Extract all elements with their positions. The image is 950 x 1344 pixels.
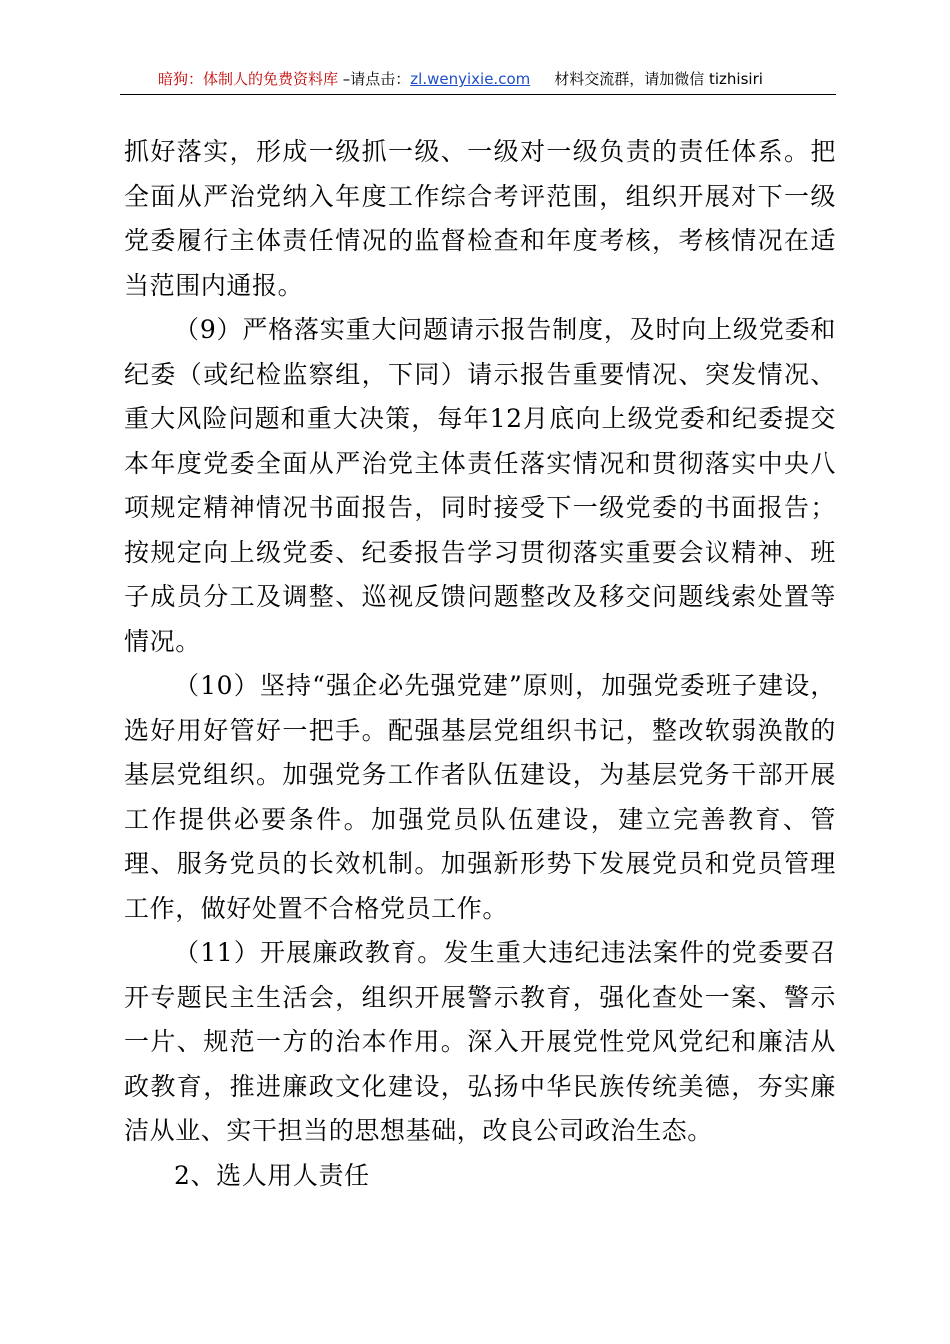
paragraph-item-10: （10）坚持“强企必先强党建”原则，加强党委班子建设，选好用好管好一把手。配强基层党组织书记，整改软弱涣散的基层党组织。加强党务工作者队伍建设，为基层党务干部开展工作提供必要条件。加强党员队伍建设，建立完善教育、管理、服务党员的长效机制。加强新形势下发展党员和党员管理工作，做好处置不合格党员工作。 (124, 671, 836, 923)
paragraph-item-9: （9）严格落实重大问题请示报告制度，及时向上级党委和纪委（或纪检监察组，下同）请示报告重要情况、突发情况、重大风险问题和重大决策，每年12月底向上级党委和纪委提交本年度党委全面从严治党主体责任落实情况和贯彻落实中央八项规定精神情况书面报告，同时接受下一级党委的书面报告；按规定向上级党委、纪委报告学习贯彻落实重要会议精神、班子成员分工及调整、巡视反馈问题整改及移交问题线索处置等情况。 (124, 315, 836, 656)
page-header (120, 66, 836, 95)
header-link[interactable]: zl.wenyixie.com (410, 70, 531, 88)
paragraph-continued: 抓好落实，形成一级抓一级、一级对一级负责的责任体系。把全面从严治党纳入年度工作综合考评范围，组织开展对下一级党委履行主体责任情况的监督检查和年度考核，考核情况在适当范围内通报。 (124, 137, 836, 300)
section-heading: 2、选人用人责任 (174, 1160, 370, 1190)
header-group-info: 材料交流群，请加微信 tizhisiri (554, 70, 763, 88)
paragraph-item-11: （11）开展廉政教育。发生重大违纪违法案件的党委要召开专题民主生活会，组织开展警示教育，强化查处一案、警示一片、规范一方的治本作用。深入开展党性党风党纪和廉洁从政教育，推进廉政文化建设，弘扬中华民族传统美德，夯实廉洁从业、实干担当的思想基础，改良公司政治生态。 (124, 938, 836, 1145)
header-brand: 暗狗：体制人的免费资料库 (158, 70, 339, 88)
header-cta: –请点击： (338, 70, 411, 88)
document-body (124, 130, 836, 1198)
